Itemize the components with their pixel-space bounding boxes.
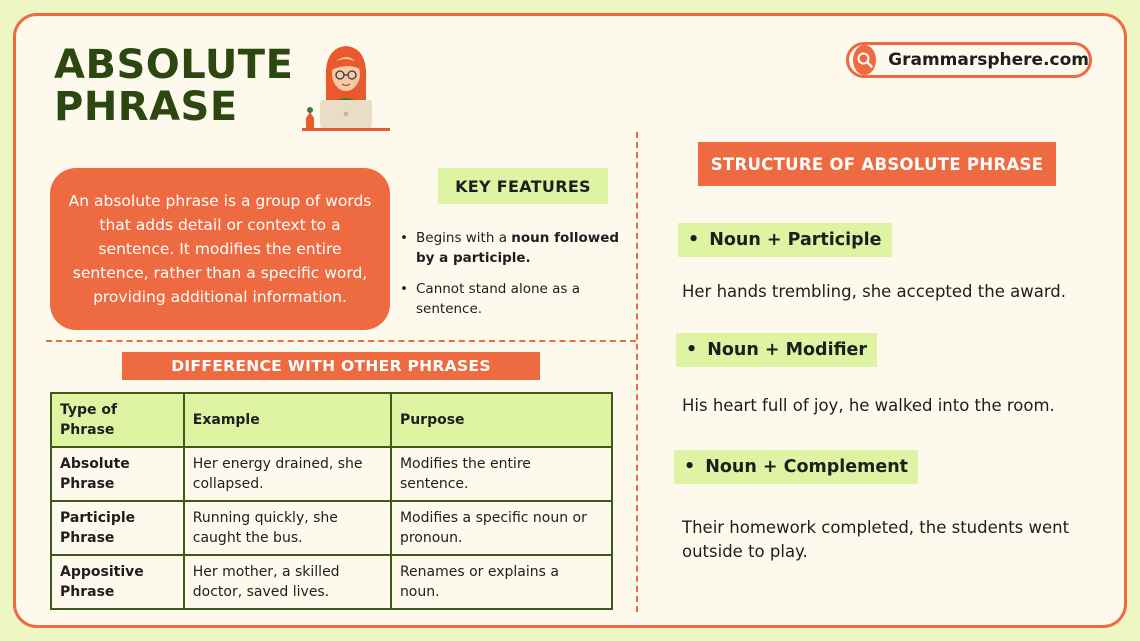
definition-box: [50, 168, 390, 330]
key-feature-emphasis: noun followed by a participle.: [416, 230, 620, 266]
woman-with-laptop-illustration: [298, 40, 394, 136]
search-icon: [853, 45, 876, 75]
brand-badge[interactable]: [846, 42, 1092, 78]
key-features-heading: KEY FEATURES: [438, 168, 608, 204]
example-cell: Her mother, a skilled doctor, saved lives.: [184, 555, 391, 609]
difference-table: [50, 392, 613, 610]
bullet-icon: •: [686, 340, 698, 360]
column-header: Type of Phrase: [51, 393, 184, 447]
phrase-type-cell: Appositive Phrase: [51, 555, 184, 609]
title-line-1: ABSOLUTE: [54, 42, 294, 88]
phrase-type-cell: Participle Phrase: [51, 501, 184, 555]
column-header: Purpose: [391, 393, 612, 447]
page-title: [54, 44, 293, 128]
structure-pill: [676, 333, 877, 367]
structure-example: Her hands trembling, she accepted the award.: [682, 282, 1067, 301]
purpose-cell: Modifies a specific noun or pronoun.: [391, 501, 612, 555]
phrase-type-cell: Absolute Phrase: [51, 447, 184, 501]
difference-heading: DIFFERENCE WITH OTHER PHRASES: [122, 352, 540, 380]
structure-label: Noun + Complement: [705, 457, 909, 477]
key-feature-text: Cannot stand alone as a sentence.: [416, 281, 580, 317]
structure-heading: STRUCTURE OF ABSOLUTE PHRASE: [698, 142, 1056, 186]
structure-example: Their homework completed, the students went outside to play.: [682, 518, 1070, 561]
structure-label: Noun + Participle: [709, 230, 882, 250]
key-features-list: [398, 228, 628, 330]
definition-text: An absolute phrase is a group of words that adds detail or context to a sentence. It modifies the entire sentence, rather than a specific word, providing additional information.: [68, 192, 372, 306]
key-feature-text: Begins with a: [416, 230, 512, 246]
structure-pill: [678, 223, 892, 257]
key-feature-item: [398, 228, 628, 268]
bullet-icon: •: [400, 230, 408, 246]
bullet-icon: •: [400, 281, 408, 297]
table-row: [51, 447, 612, 501]
structure-example: His heart full of joy, he walked into the room.: [682, 396, 1055, 415]
purpose-cell: Modifies the entire sentence.: [391, 447, 612, 501]
table-header-row: [51, 393, 612, 447]
bullet-icon: •: [688, 230, 700, 250]
structure-label: Noun + Modifier: [707, 340, 868, 360]
horizontal-divider: [46, 340, 636, 342]
bullet-icon: •: [684, 457, 696, 477]
vertical-divider: [636, 132, 638, 612]
example-cell: Her energy drained, she collapsed.: [184, 447, 391, 501]
table-row: [51, 501, 612, 555]
brand-name: Grammarsphere.com: [888, 50, 1089, 70]
example-cell: Running quickly, she caught the bus.: [184, 501, 391, 555]
purpose-cell: Renames or explains a noun.: [391, 555, 612, 609]
structure-pill: [674, 450, 918, 484]
title-line-2: PHRASE: [54, 84, 238, 130]
column-header: Example: [184, 393, 391, 447]
table-row: [51, 555, 612, 609]
key-feature-item: [398, 279, 628, 319]
